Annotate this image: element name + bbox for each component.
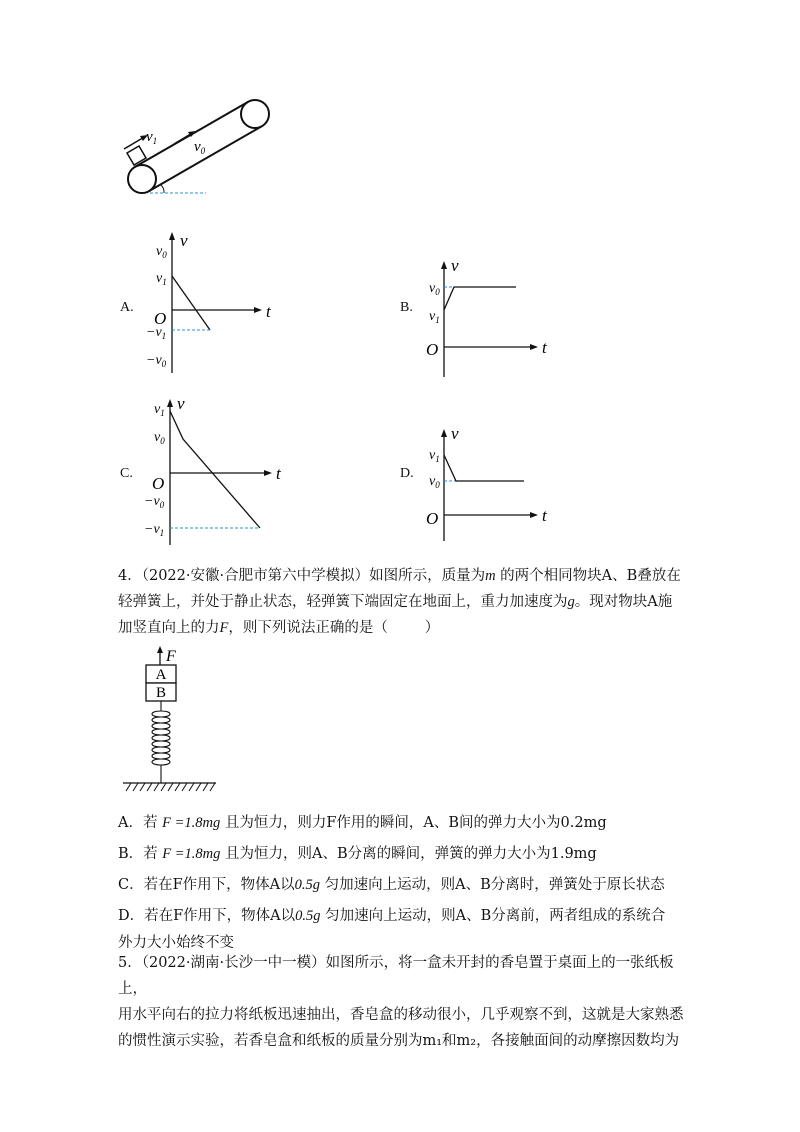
graph-c-t-label: t (276, 464, 281, 483)
graph-a-v-arrow (169, 232, 175, 240)
graph-c-v1-tick: $v_1$ (154, 402, 165, 418)
graph-c-mv0-tick: $-v_0$ (144, 494, 165, 510)
conveyor-belt-figure (110, 95, 290, 205)
graph-b-t-label: t (542, 338, 547, 357)
graph-c-v0-tick: $v_0$ (154, 430, 165, 446)
graph-a-t-label: t (266, 302, 271, 321)
question-4-line-1: 4．（2022·安徽·合肥市第六中学模拟）如图所示，质量为m 的两个相同物块A、B叠放在 (118, 568, 681, 584)
option-c-label[interactable]: C. (120, 466, 133, 481)
option-b-label[interactable]: B. (400, 300, 413, 315)
graph-a-t-arrow (254, 307, 262, 313)
graph-b-origin: O (426, 340, 439, 359)
force-arrowhead (157, 646, 163, 653)
block-a-label: A (155, 667, 167, 683)
graph-b-v0-tick: $v_0$ (429, 281, 440, 297)
question-4-line-2: 轻弹簧上，并处于静止状态，轻弹簧下端固定在地面上，重力加速度为g。现对物块A施 (118, 594, 673, 610)
graph-d-v-arrow (441, 429, 447, 437)
graph-a-origin: O (154, 309, 167, 328)
block-b-label: B (155, 685, 167, 701)
graph-a-v0-tick: $v_0$ (156, 244, 167, 260)
graph-d-v0-tick: $v_0$ (429, 474, 440, 490)
question-4-option-a[interactable]: A．若 F =1.8mg 且为恒力，则力F作用的瞬间，A、B间的弹力大小为0.2mg (118, 815, 607, 831)
belt-bottom (149, 126, 262, 191)
graph-a-v1-tick: $v_1$ (156, 271, 167, 287)
question-5-line-3: 的惯性演示实验，若香皂盒和纸板的质量分别为m₁和m₂，各接触面间的动摩擦因数均为 (118, 1033, 680, 1049)
v0-label: $v_0$ (194, 139, 206, 156)
v1-label: $v_1$ (146, 129, 158, 146)
graph-d-curve (444, 455, 524, 481)
graph-c-v-arrow (167, 399, 173, 407)
option-d-label[interactable]: D. (400, 466, 414, 481)
graph-c-origin: O (152, 474, 165, 493)
incline-angle (161, 185, 164, 193)
graph-d-v1-tick: $v_1$ (429, 448, 440, 464)
graph-c-curve (170, 411, 260, 528)
graph-b-v-label: v (451, 256, 459, 275)
graph-d-origin: O (426, 509, 439, 528)
graph-a-mv0-tick: $-v_0$ (146, 353, 167, 369)
graph-b-v1-tick: $v_1$ (429, 309, 440, 325)
question-5-stem (118, 950, 688, 1054)
force-label: F (166, 648, 176, 665)
graph-d-t-arrow (530, 512, 538, 518)
graph-c (140, 393, 300, 548)
graph-d (420, 423, 570, 543)
graph-a-mv1-tick: $-v_1$ (146, 325, 167, 341)
graph-b-v-arrow (441, 261, 447, 269)
ground-hatch (126, 783, 215, 791)
question-4-option-d[interactable]: D．若在F作用下，物体A以0.5g 匀加速向上运动，则A、B分离前，两者组成的系统合 (118, 908, 666, 924)
graph-c-v-label: v (177, 394, 185, 413)
graph-c-mv1-tick: $-v_1$ (144, 522, 165, 538)
option-a-label[interactable]: A. (120, 300, 134, 315)
question-5-line-2: 用水平向右的拉力将纸板迅速抽出，香皂盒的移动很小，几乎观察不到，这就是大家熟悉 (118, 1007, 684, 1023)
question-4-option-c[interactable]: C．若在F作用下，物体A以0.5g 匀加速向上运动，则A、B分离时，弹簧处于原长状态 (118, 877, 665, 893)
graph-a-curve (172, 276, 210, 330)
graph-b-curve (444, 287, 516, 310)
graph-a (140, 228, 290, 378)
question-5-line-1: 5．（2022·湖南·长沙一中一模）如图所示，将一盒未开封的香皂置于桌面上的一张纸板上， (118, 955, 674, 997)
spring-blocks-figure (118, 645, 228, 800)
question-4-option-b[interactable]: B．若 F =1.8mg 且为恒力，则A、B分离的瞬间，弹簧的弹力大小为1.9mg (118, 846, 597, 862)
spring-coil (152, 701, 170, 783)
graph-a-v-label: v (180, 231, 188, 250)
graph-b (420, 255, 570, 380)
question-4-stem (118, 563, 688, 641)
graph-d-t-label: t (542, 506, 547, 525)
question-4-option-d-continued: 外力大小始终不变 (118, 935, 234, 951)
graph-b-t-arrow (530, 344, 538, 350)
graph-c-t-arrow (264, 470, 272, 476)
question-4-line-3: 加竖直向上的力F，则下列说法正确的是（ ） (118, 620, 440, 636)
graph-d-v-label: v (451, 424, 459, 443)
